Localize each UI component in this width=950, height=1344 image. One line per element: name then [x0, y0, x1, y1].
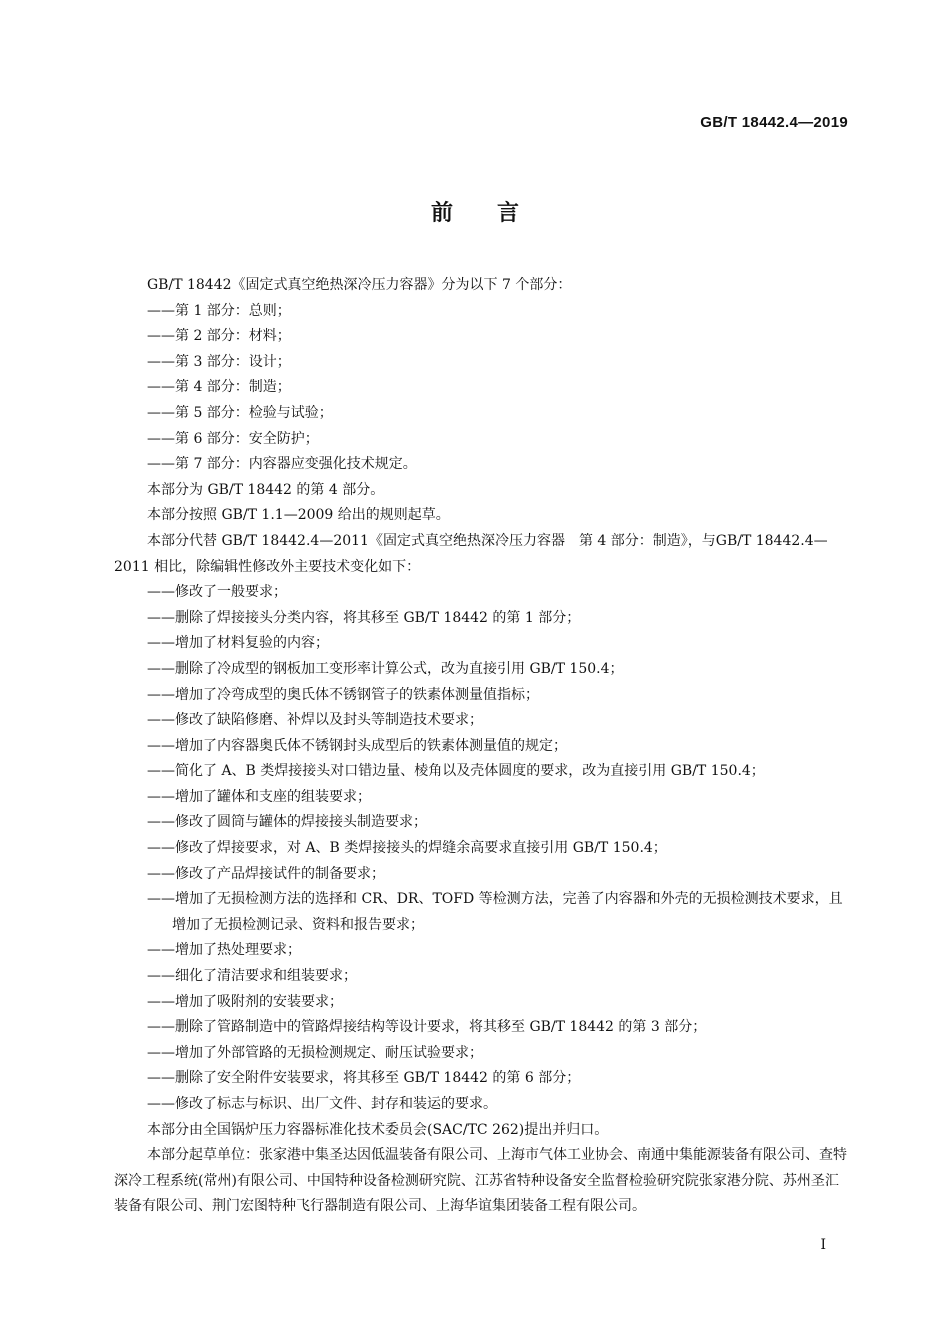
change-item: ——增加了材料复验的内容； — [147, 635, 329, 652]
proposed-by-statement: 本部分由全国锅炉压力容器标准化技术委员会(SAC/TC 262)提出并归口。 — [147, 1121, 609, 1138]
foreword-body — [114, 273, 850, 1220]
part-statement: 本部分为 GB/T 18442 的第 4 部分。 — [147, 481, 385, 498]
part-item: ——第 5 部分：检验与试验； — [147, 404, 333, 421]
change-item: ——修改了产品焊接试件的制备要求； — [147, 865, 385, 882]
change-item: ——修改了圆筒与罐体的焊接接头制造要求； — [147, 814, 427, 831]
change-item: ——删除了冷成型的钢板加工变形率计算公式，改为直接引用 GB/T 150.4； — [147, 660, 624, 677]
standard-number: GB/T 18442.4—2019 — [700, 114, 848, 131]
change-item: ——修改了标志与标识、出厂文件、封存和装运的要求。 — [147, 1096, 497, 1112]
intro-paragraph: GB/T 18442《固定式真空绝热深冷压力容器》分为以下 7 个部分： — [147, 277, 572, 293]
replacement-statement: 本部分代替 GB/T 18442.4—2011《固定式真空绝热深冷压力容器 第 4 部分：制造》，与GB/T 18442.4—2011 相比，除编辑性修改外主要技术变化如下： — [114, 532, 828, 575]
part-item: ——第 3 部分：设计； — [147, 353, 291, 370]
drafting-units-statement: 本部分起草单位：张家港中集圣达因低温装备有限公司、上海市气体工业协会、南通中集能源装备有限公司、查特深冷工程系统(常州)有限公司、中国特种设备检测研究院、江苏省特种设备安全监督检验研究院张家港分院、苏州圣汇装备有限公司、荆门宏图特种飞行器制造有限公司、上海华谊集团装备工程有限公司。 — [114, 1147, 847, 1215]
change-item: ——增加了冷弯成型的奥氏体不锈钢管子的铁素体测量值指标； — [147, 686, 539, 703]
change-item: ——修改了焊接要求，对 A、B 类焊接接头的焊缝余高要求直接引用 GB/T 150.4； — [147, 840, 667, 857]
change-item: ——简化了 A、B 类焊接接头对口错边量、棱角以及壳体圆度的要求，改为直接引用 GB/T 150.4； — [147, 763, 765, 780]
change-item: ——增加了吸附剂的安装要求； — [147, 993, 343, 1010]
change-item: ——增加了无损检测方法的选择和 CR、DR、TOFD 等检测方法，完善了内容器和外壳的无损检测技术要求，且增加了无损检测记录、资料和报告要求； — [147, 891, 843, 933]
part-item: ——第 7 部分：内容器应变强化技术规定。 — [147, 456, 417, 473]
drafting-rule-statement: 本部分按照 GB/T 1.1—2009 给出的规则起草。 — [147, 507, 450, 524]
part-item: ——第 1 部分：总则； — [147, 302, 291, 319]
change-item: ——增加了罐体和支座的组装要求； — [147, 788, 371, 805]
change-item: ——删除了焊接接头分类内容，将其移至 GB/T 18442 的第 1 部分； — [147, 609, 581, 626]
part-item: ——第 2 部分：材料； — [147, 328, 291, 345]
change-item: ——删除了安全附件安装要求，将其移至 GB/T 18442 的第 6 部分； — [147, 1070, 581, 1087]
change-item: ——增加了热处理要求； — [147, 942, 301, 959]
change-item: ——增加了内容器奥氏体不锈钢封头成型后的铁素体测量值的规定； — [147, 737, 567, 754]
page-title: 前言 — [430, 201, 563, 226]
change-item: ——修改了一般要求； — [147, 584, 287, 601]
change-item: ——修改了缺陷修磨、补焊以及封头等制造技术要求； — [147, 712, 483, 729]
part-item: ——第 4 部分：制造； — [147, 379, 291, 396]
change-item: ——细化了清洁要求和组装要求； — [147, 968, 357, 985]
page-number: Ⅰ — [820, 1237, 826, 1253]
change-item: ——增加了外部管路的无损检测规定、耐压试验要求； — [147, 1044, 483, 1061]
change-item: ——删除了管路制造中的管路焊接结构等设计要求，将其移至 GB/T 18442 的第 3 部分； — [147, 1019, 707, 1036]
part-item: ——第 6 部分：安全防护； — [147, 430, 319, 447]
